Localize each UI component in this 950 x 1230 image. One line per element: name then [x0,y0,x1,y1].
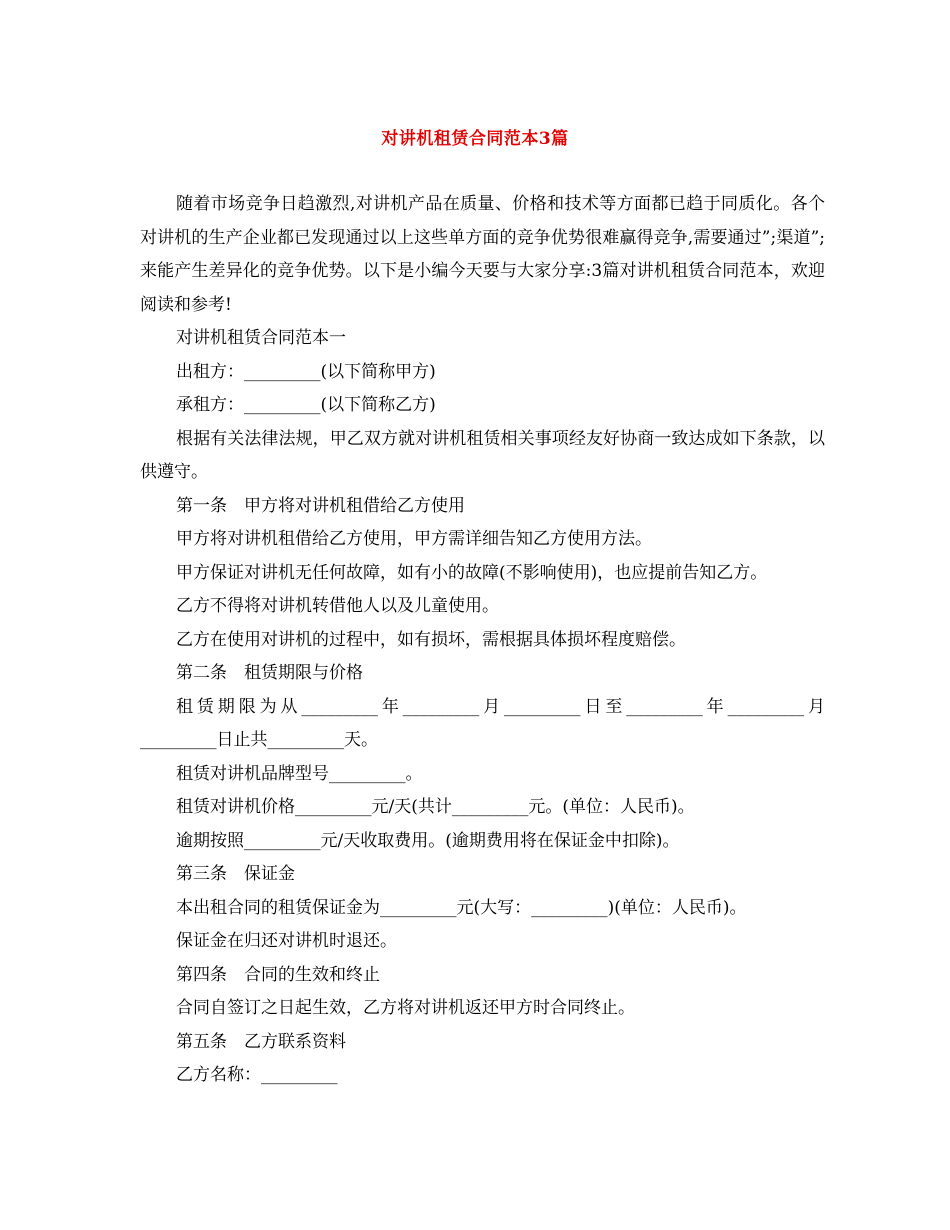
paragraph: 租赁期限为从_________年_________月_________日至_________年_________月_________日止共_________天。 [140,696,825,750]
document-body [140,188,825,1093]
paragraph: 第二条 租赁期限与价格 [176,663,363,683]
paragraph: 乙方名称：_________ [176,1065,338,1085]
paragraph: 甲方保证对讲机无任何故障，如有小的故障(不影响使用)，也应提前告知乙方。 [176,562,768,583]
document-title: 对讲机租赁合同范本3篇 [381,129,569,149]
paragraph: 根据有关法律法规，甲乙双方就对讲机租赁相关事项经友好协商一致达成如下条款，以供遵守。 [140,428,825,482]
paragraph: 第四条 合同的生效和终止 [176,964,380,985]
paragraph: 租赁对讲机价格_________元/天(共计_________元。(单位：人民币)。 [176,797,695,817]
paragraph: 逾期按照_________元/天收取费用。(逾期费用将在保证金中扣除)。 [176,830,680,851]
paragraph: 租赁对讲机品牌型号_________。 [176,763,423,784]
paragraph: 合同自签订之日起生效，乙方将对讲机返还甲方时合同终止。 [176,998,635,1018]
paragraph: 乙方在使用对讲机的过程中，如有损坏，需根据具体损坏程度赔偿。 [176,629,686,650]
paragraph: 第五条 乙方联系资料 [176,1031,346,1052]
paragraph: 承租方：_________(以下简称乙方) [176,395,436,415]
paragraph: 甲方将对讲机租借给乙方使用，甲方需详细告知乙方使用方法。 [176,529,652,549]
paragraph: 乙方不得将对讲机转借他人以及儿童使用。 [176,596,499,616]
paragraph: 保证金在归还对讲机时退还。 [176,931,397,951]
paragraph: 随着市场竞争日趋激烈,对讲机产品在质量、价格和技术等方面都已趋于同质化。各个对讲机的生产企业都已发现通过以上这些单方面的竞争优势很难赢得竞争,需要通过”;渠道”;来能产生差异化的竞争优势。以下是小编今天要与大家分享:3篇对讲机租赁合同范本，欢迎阅读和参考! [140,194,825,315]
paragraph: 第三条 保证金 [176,864,295,884]
paragraph: 对讲机租赁合同范本一 [176,328,346,348]
paragraph: 第一条 甲方将对讲机租借给乙方使用 [176,495,465,516]
paragraph: 本出租合同的租赁保证金为_________元(大写：_________)(单位：人民币)。 [176,897,747,918]
paragraph: 出租方：_________(以下简称甲方) [176,361,436,382]
